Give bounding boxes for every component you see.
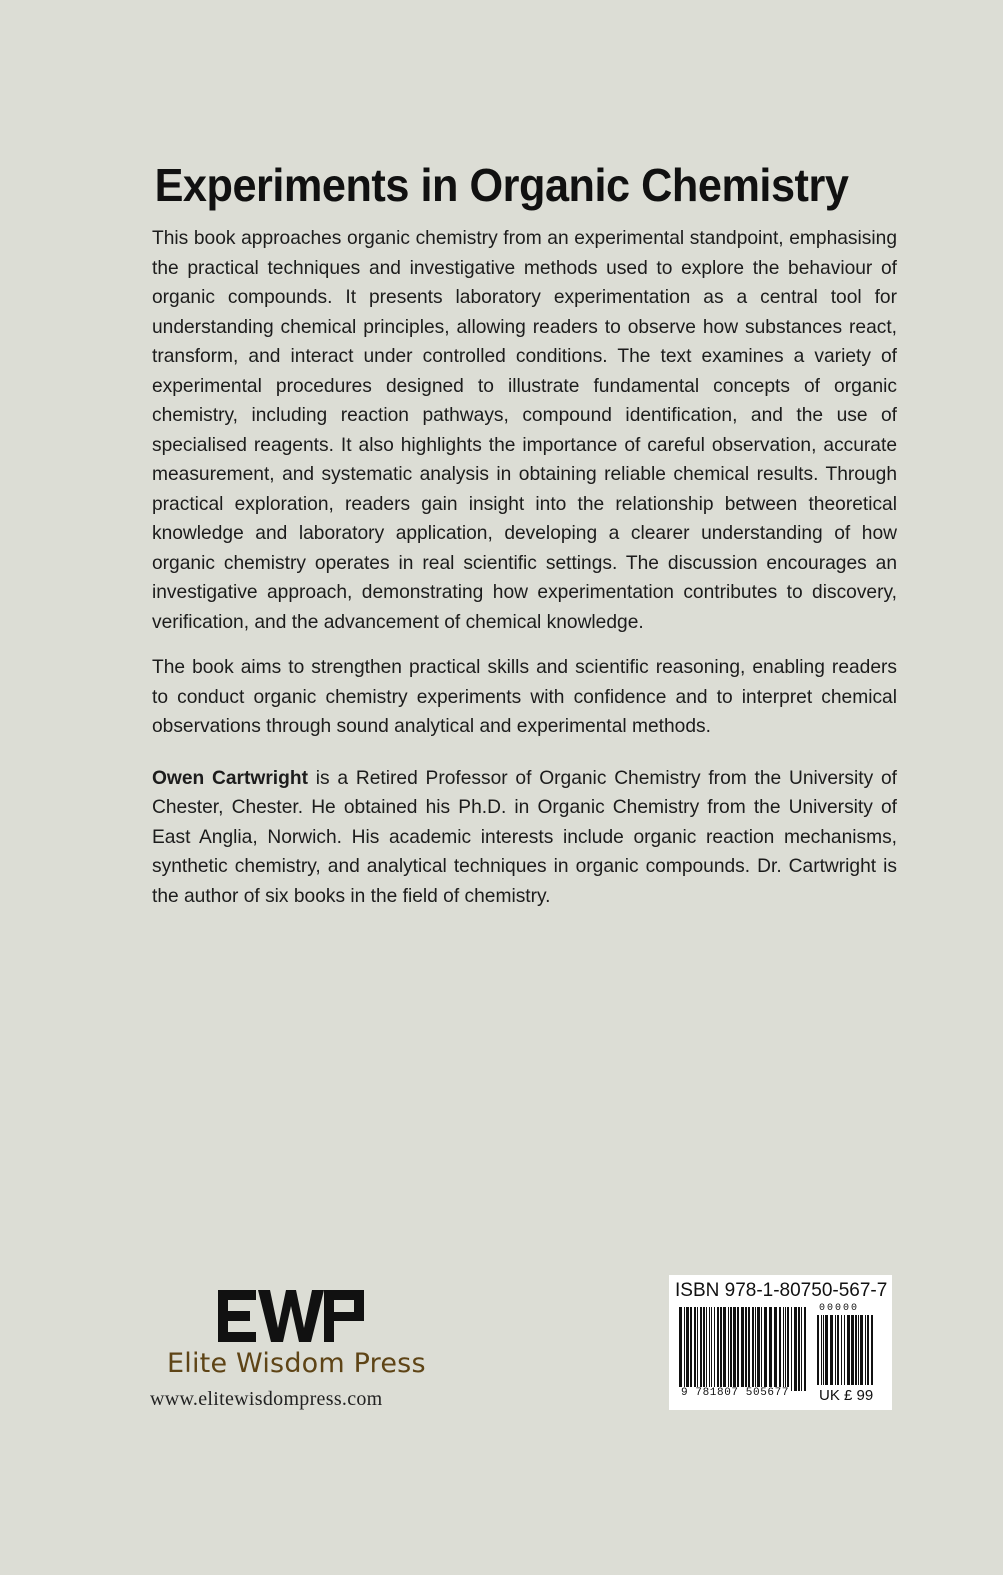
description-paragraph-2: The book aims to strengthen practical skills and scientific reasoning, enabling readers to conduct organic chemistry experiments with confidence and to interpret chemical observations through sound analytical and experimental methods. (152, 657, 897, 737)
isbn-barcode (669, 1275, 892, 1410)
publisher-name: Elite Wisdom Press (167, 1348, 426, 1379)
book-title: Experiments in Organic Chemistry (154, 159, 849, 211)
description-paragraph-1: This book approaches organic chemistry from an experimental standpoint, emphasising the practical techniques and investigative methods used to explore the behaviour of organic compounds. It presents laboratory experimentation as a central tool for understanding chemical principles, allowing readers to observe how substances react, transform, and interact under controlled conditions. The text examines a variety of experimental procedures designed to illustrate fundamental concepts of organic chemistry, including reaction pathways, compound identification, and the use of specialised reagents. It also highlights the importance of careful observation, accurate measurement, and systematic analysis in obtaining reliable chemical results. Through practical exploration, readers gain insight into the relationship between theoretical knowledge and laboratory application, developing a clearer understanding of how organic chemistry operates in real scientific settings. The discussion encourages an investigative approach, demonstrating how experimentation contributes to discovery, verification, and the advancement of chemical knowledge. (152, 228, 897, 633)
publisher-logo-mark (218, 1290, 366, 1342)
author-bio (152, 764, 897, 912)
back-cover-text (152, 224, 897, 927)
price-text: UK £ 99 (819, 1387, 874, 1404)
barcode-addon-digits: 00000 (819, 1303, 860, 1314)
barcode-bars-addon (817, 1315, 875, 1385)
barcode-ean-digits: 9 781807 505677 (681, 1387, 790, 1399)
barcode-bars-main (679, 1307, 809, 1391)
author-bio-text: is a Retired Professor of Organic Chemistry from the University of Chester, Chester. He obtained his Ph.D. in Organic Chemistry from the University of East Anglia, Norwich. His academic interests include organic reaction mechanisms, synthetic chemistry, and analytical techniques in organic compounds. Dr. Cartwright is the author of six books in the field of chemistry. (152, 767, 898, 907)
isbn-text: ISBN 978-1-80750-567-7 (675, 1280, 888, 1301)
author-name: Owen Cartwright (152, 767, 308, 789)
publisher-url: www.elitewisdompress.com (150, 1388, 383, 1410)
